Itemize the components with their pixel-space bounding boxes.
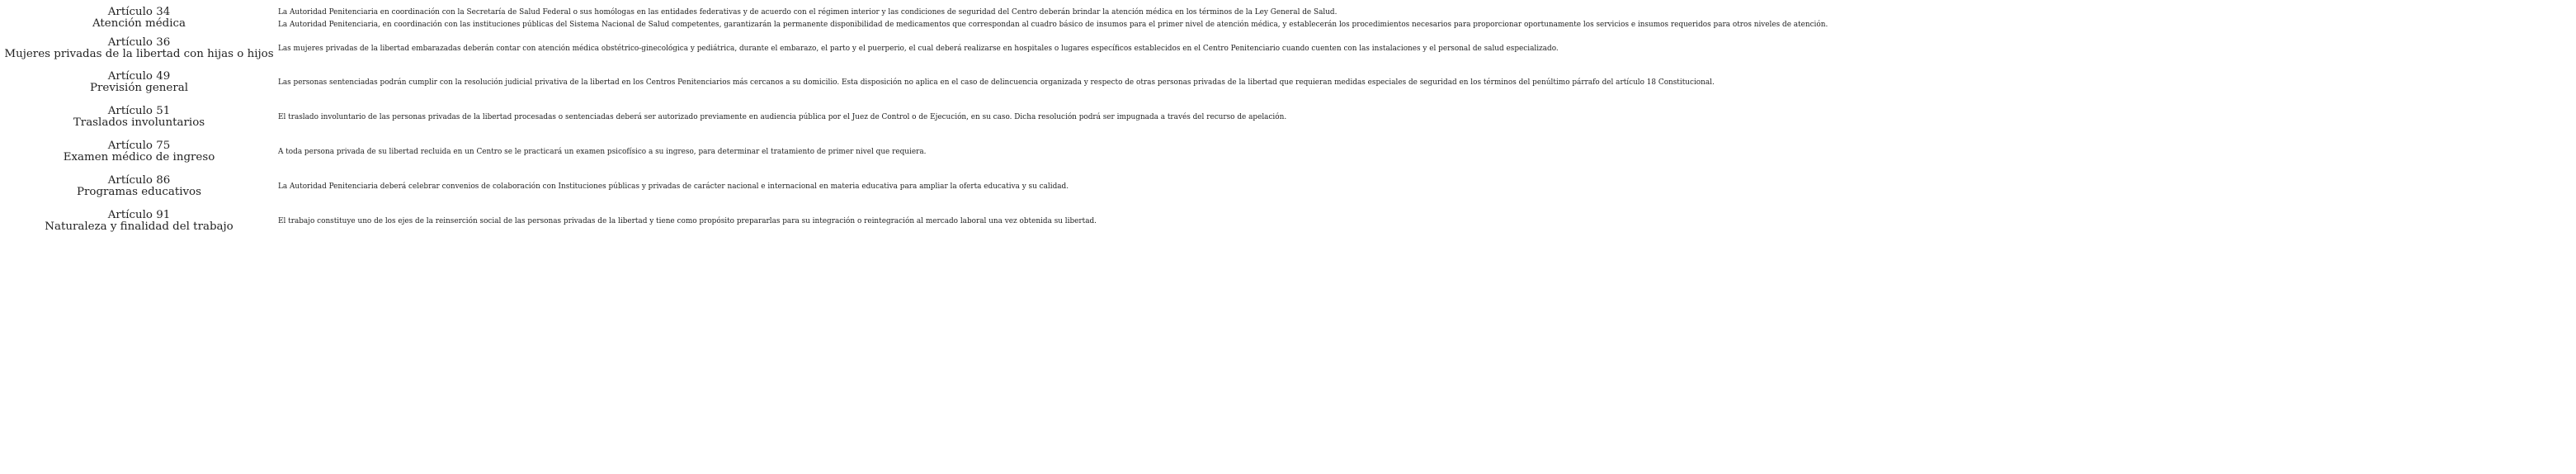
article-title: Traslados involuntarios (73, 116, 205, 129)
article-row (0, 135, 2572, 169)
article-text-cell (278, 65, 2572, 100)
article-title: Previsión general (90, 82, 188, 94)
article-row (0, 100, 2572, 135)
article-paragraph: La Autoridad Penitenciaria, en coordinación con las instituciones públicas del Sistema Nacional de Salud competentes, garantizarán la permanente disponibilidad de medicamentos que correspondan al cuadro básico de insumos para el primer nivel de atención médica, y establecerán los procedimientos necesarios para proporcionar oportunamente los servicios e insumos requeridos para otros niveles de atención. (278, 21, 1828, 29)
article-text-cell (278, 100, 2572, 135)
article-paragraph: El trabajo constituye uno de los ejes de la reinserción social de las personas privadas de la libertad y tiene como propósito prepararlas para su integración o reintegración al mercado laboral una vez obtenida su libertad. (278, 217, 1097, 225)
article-label-cell (0, 100, 278, 135)
article-number: Artículo 49 (107, 70, 171, 83)
article-label-cell (0, 31, 278, 65)
article-text-cell (278, 7, 2572, 31)
article-paragraph: Las personas sentenciadas podrán cumplir con la resolución judicial privativa de la libertad en los Centros Penitenciarios más cercanos a su domicilio. Esta disposición no aplica en el caso de delincuencia organizada y respecto de otras personas privadas de la libertad que requieran medidas especiales de seguridad en los términos del penúltimo párrafo del artículo 18 Constitucional. (278, 78, 1715, 87)
article-number: Artículo 51 (107, 105, 171, 117)
article-paragraph: A toda persona privada de su libertad recluida en un Centro se le practicará un examen psicofísico a su ingreso, para determinar el tratamiento de primer nivel que requiera. (278, 148, 927, 156)
article-number: Artículo 91 (107, 209, 171, 221)
article-row (0, 7, 2572, 31)
article-label-cell (0, 135, 278, 169)
articles-table (0, 7, 2572, 239)
article-text-cell (278, 135, 2572, 169)
article-paragraph: La Autoridad Penitenciaria en coordinación con la Secretaría de Salud Federal o sus homólogas en las entidades federativas y de acuerdo con el régimen interior y las condiciones de seguridad del Centro deberán brindar la atención médica en los términos de la Ley General de Salud. (278, 8, 1338, 17)
article-label-cell (0, 65, 278, 100)
article-number: Artículo 34 (107, 6, 171, 18)
article-title: Atención médica (92, 17, 186, 30)
article-title: Examen médico de ingreso (63, 151, 215, 164)
article-title: Naturaleza y finalidad del trabajo (45, 220, 234, 233)
article-title: Programas educativos (76, 186, 201, 198)
article-row (0, 31, 2572, 65)
article-label-cell (0, 7, 278, 31)
article-number: Artículo 36 (107, 36, 171, 49)
article-label-cell (0, 169, 278, 204)
article-text-cell (278, 31, 2572, 65)
article-paragraph: La Autoridad Penitenciaria deberá celebrar convenios de colaboración con Instituciones públicas y privadas de carácter nacional e internacional en materia educativa para ampliar la oferta educativa y su calidad. (278, 182, 1069, 191)
article-text-cell (278, 204, 2572, 239)
article-number: Artículo 75 (107, 140, 171, 152)
article-label-cell (0, 204, 278, 239)
article-row (0, 204, 2572, 239)
article-title: Mujeres privadas de la libertad con hijas o hijos (4, 47, 274, 60)
article-row (0, 65, 2572, 100)
article-text-cell (278, 169, 2572, 204)
article-row (0, 169, 2572, 204)
article-paragraph: Las mujeres privadas de la libertad embarazadas deberán contar con atención médica obstétrico-ginecológica y pediátrica, durante el embarazo, el parto y el puerperio, el cual deberá realizarse en hospitales o lugares específicos establecidos en el Centro Penitenciario cuando cuenten con las instalaciones y el personal de salud especializado. (278, 44, 1559, 53)
article-paragraph: El traslado involuntario de las personas privadas de la libertad procesadas o sentenciadas deberá ser autorizado previamente en audiencia pública por el Juez de Control o de Ejecución, en su caso. Dicha resolución podrá ser impugnada a través del recurso de apelación. (278, 113, 1287, 121)
article-number: Artículo 86 (107, 174, 171, 187)
